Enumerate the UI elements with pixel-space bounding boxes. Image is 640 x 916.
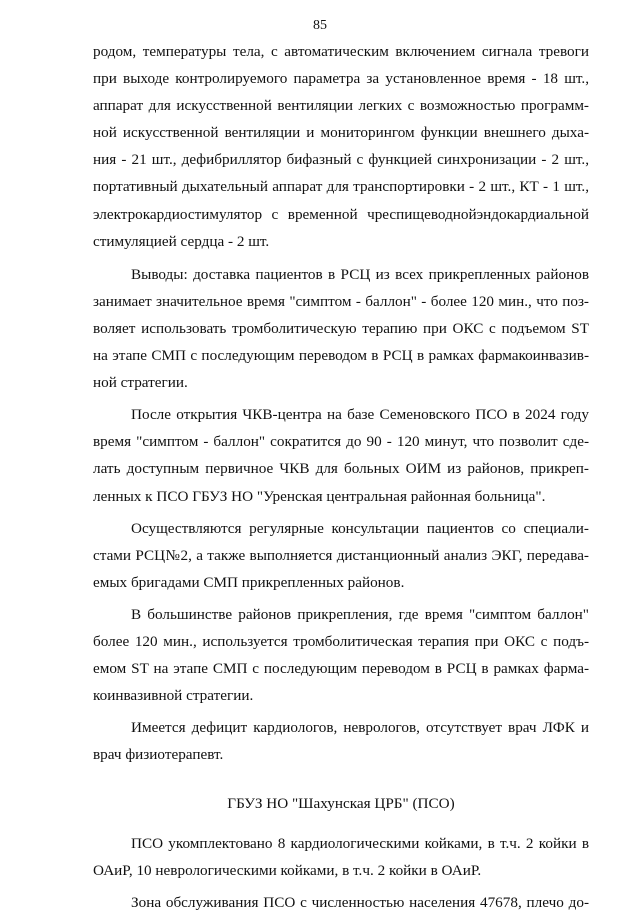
text-line: В большинстве районов прикрепления, где время "симптом баллон" — [131, 605, 589, 623]
text-line: воляет использовать тромболитическую терапию при ОКС с подъемом ST — [93, 319, 589, 337]
text-line: электрокардиостимулятор с временной чреспищеводнойэндокардиальной — [93, 205, 589, 223]
text-line: ния - 21 шт., дефибриллятор бифазный с функцией синхронизации - 2 шт., — [93, 151, 589, 169]
paragraph-service-area — [93, 889, 589, 916]
text-line: более 120 мин., используется тромболитическая терапия при ОКС с подъ- — [93, 632, 589, 650]
paragraph-pci-center — [93, 401, 589, 509]
section-heading: ГБУЗ НО "Шахунская ЦРБ" (ПСО) — [227, 795, 455, 813]
text-line: лать доступным первичное ЧКВ для больных ОИМ из районов, прикреп- — [93, 460, 589, 478]
page-number: 85 — [313, 18, 327, 33]
paragraph-conclusions — [93, 261, 589, 396]
text-line: емых бригадами СМП прикрепленных районов. — [93, 573, 405, 591]
page-body — [93, 38, 589, 916]
text-line: при выходе контролируемого параметра за установленное время - 18 шт., — [93, 70, 589, 88]
text-line: ПСО укомплектовано 8 кардиологическими койками, в т.ч. 2 койки в — [131, 834, 589, 852]
text-line: на этапе СМП с последующим переводом в РСЦ в рамках фармакоинвазив- — [93, 347, 589, 365]
paragraph-staff-deficit — [93, 714, 589, 768]
text-line: коинвазивной стратегии. — [93, 687, 254, 705]
text-line: ной искусственной вентиляции и мониторингом функции внешнего дыха- — [93, 124, 589, 142]
text-line: Выводы: доставка пациентов в РСЦ из всех прикрепленных районов — [131, 265, 589, 283]
paragraph-beds — [93, 830, 589, 884]
text-line: родом, температуры тела, с автоматическим включением сигнала тревоги — [93, 43, 589, 60]
text-line: время "симптом - баллон" сократится до 90 - 120 минут, что позволит сде- — [93, 433, 589, 451]
text-line: портативный дыхательный аппарат для транспортировки - 2 шт., КТ - 1 шт., — [93, 178, 589, 196]
text-line: Имеется дефицит кардиологов, неврологов, отсутствует врач ЛФК и — [131, 719, 589, 737]
text-line: стами РСЦ№2, а также выполняется дистанционный анализ ЭКГ, передава- — [93, 546, 589, 564]
text-line: ОАиР, 10 неврологическими койками, в т.ч. 2 койки в ОАиР. — [93, 861, 482, 879]
text-line: емом ST на этапе СМП с последующим переводом в РСЦ в рамках фарма- — [93, 660, 589, 678]
paragraph-thrombolysis — [93, 601, 589, 709]
text-line: стимуляцией сердца - 2 шт. — [93, 232, 270, 250]
text-line: занимает значительное время "симптом - баллон" - более 120 мин., что поз- — [93, 292, 589, 310]
text-line: Зона обслуживания ПСО с численностью населения 47678, плечо до- — [131, 893, 589, 911]
text-line: врач физиотерапевт. — [93, 746, 224, 764]
text-line: ленных к ПСО ГБУЗ НО "Уренская центральная районная больница". — [93, 487, 546, 505]
paragraph-consultations — [93, 515, 589, 596]
text-line: ной стратегии. — [93, 374, 188, 392]
paragraph-equipment-list — [93, 38, 589, 255]
text-line: Осуществляются регулярные консультации пациентов со специали- — [131, 519, 589, 537]
text-line: аппарат для искусственной вентиляции легких с возможностью программ- — [93, 97, 589, 115]
text-line: После открытия ЧКВ-центра на базе Семеновского ПСО в 2024 году — [131, 406, 589, 424]
